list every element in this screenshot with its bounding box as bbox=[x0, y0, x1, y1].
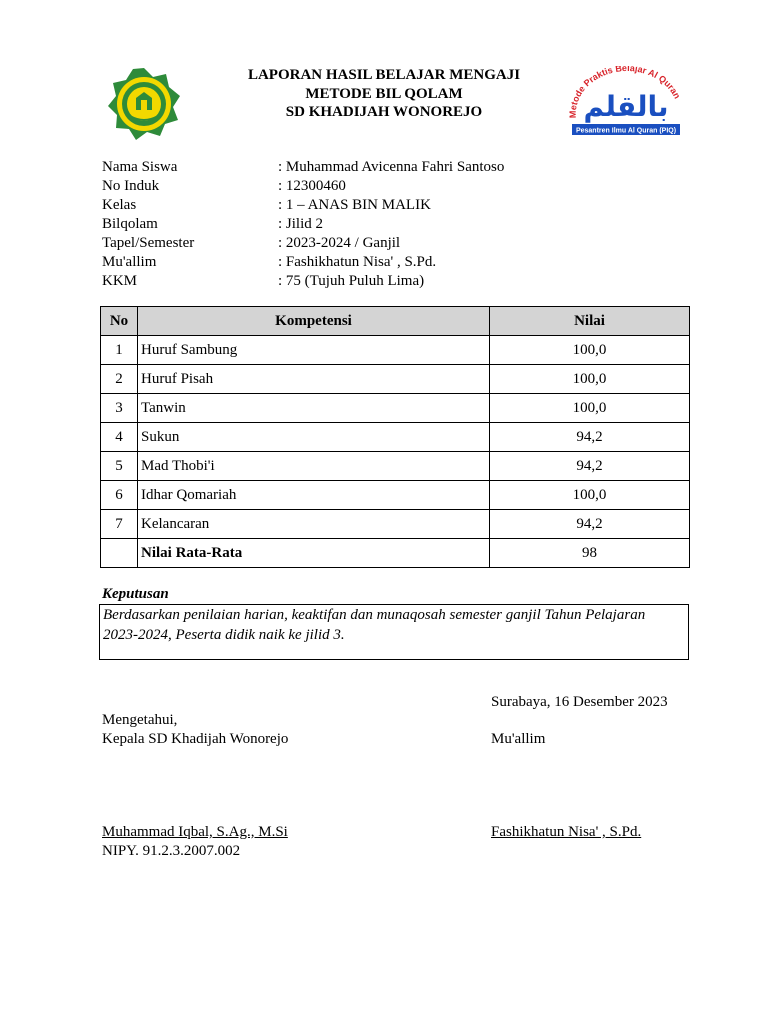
kepala-title: Kepala SD Khadijah Wonorejo bbox=[102, 731, 289, 747]
logo-arc-text: Metode Praktis Belajar Al Quran bbox=[568, 66, 683, 119]
col-nilai: Nilai bbox=[490, 307, 690, 336]
table-row: 7 Kelancaran 94,2 bbox=[101, 510, 690, 539]
title-line-2: METODE BIL QOLAM bbox=[305, 85, 463, 102]
average-row: Nilai Rata-Rata 98 bbox=[101, 539, 690, 568]
mengetahui-text: Mengetahui, bbox=[102, 712, 178, 728]
table-row: 5 Mad Thobi'i 94,2 bbox=[101, 452, 690, 481]
muallim-name: Fashikhatun Nisa' , S.Pd. bbox=[491, 824, 642, 840]
table-header-row bbox=[101, 307, 690, 336]
table-row: 1 Huruf Sambung 100,0 bbox=[101, 336, 690, 365]
keputusan-label: Keputusan bbox=[102, 586, 169, 602]
bilqolam-logo bbox=[568, 66, 683, 138]
logo-banner-text: Pesantren Ilmu Al Quran (PIQ) bbox=[575, 127, 677, 135]
table-row: 3 Tanwin 100,0 bbox=[101, 394, 690, 423]
grades-table bbox=[100, 306, 690, 568]
title-line-1: LAPORAN HASIL BELAJAR MENGAJI bbox=[247, 67, 521, 83]
muallim-title: Mu'allim bbox=[491, 731, 546, 747]
keputusan-line-1: Berdasarkan penilaian harian, keaktifan dan munaqosah semester ganjil Tahun Pelajaran bbox=[103, 607, 646, 623]
table-row: 6 Idhar Qomariah 100,0 bbox=[101, 481, 690, 510]
col-kompetensi: Kompetensi bbox=[138, 307, 490, 336]
place-date: Surabaya, 16 Desember 2023 bbox=[491, 694, 668, 710]
keputusan-box bbox=[99, 604, 689, 660]
table-row: 4 Sukun 94,2 bbox=[101, 423, 690, 452]
keputusan-line-2: 2023-2024, Peserta didik naik ke jilid 3. bbox=[103, 627, 345, 643]
logo-arabic-text: بالقلم bbox=[583, 90, 669, 123]
table-row: 2 Huruf Pisah 100,0 bbox=[101, 365, 690, 394]
kepala-nipy: NIPY. 91.2.3.2007.002 bbox=[102, 843, 241, 859]
kepala-name: Muhammad Iqbal, S.Ag., M.Si bbox=[102, 824, 288, 840]
col-no: No bbox=[101, 307, 138, 336]
title-line-3: SD KHADIJAH WONOREJO bbox=[285, 104, 483, 120]
